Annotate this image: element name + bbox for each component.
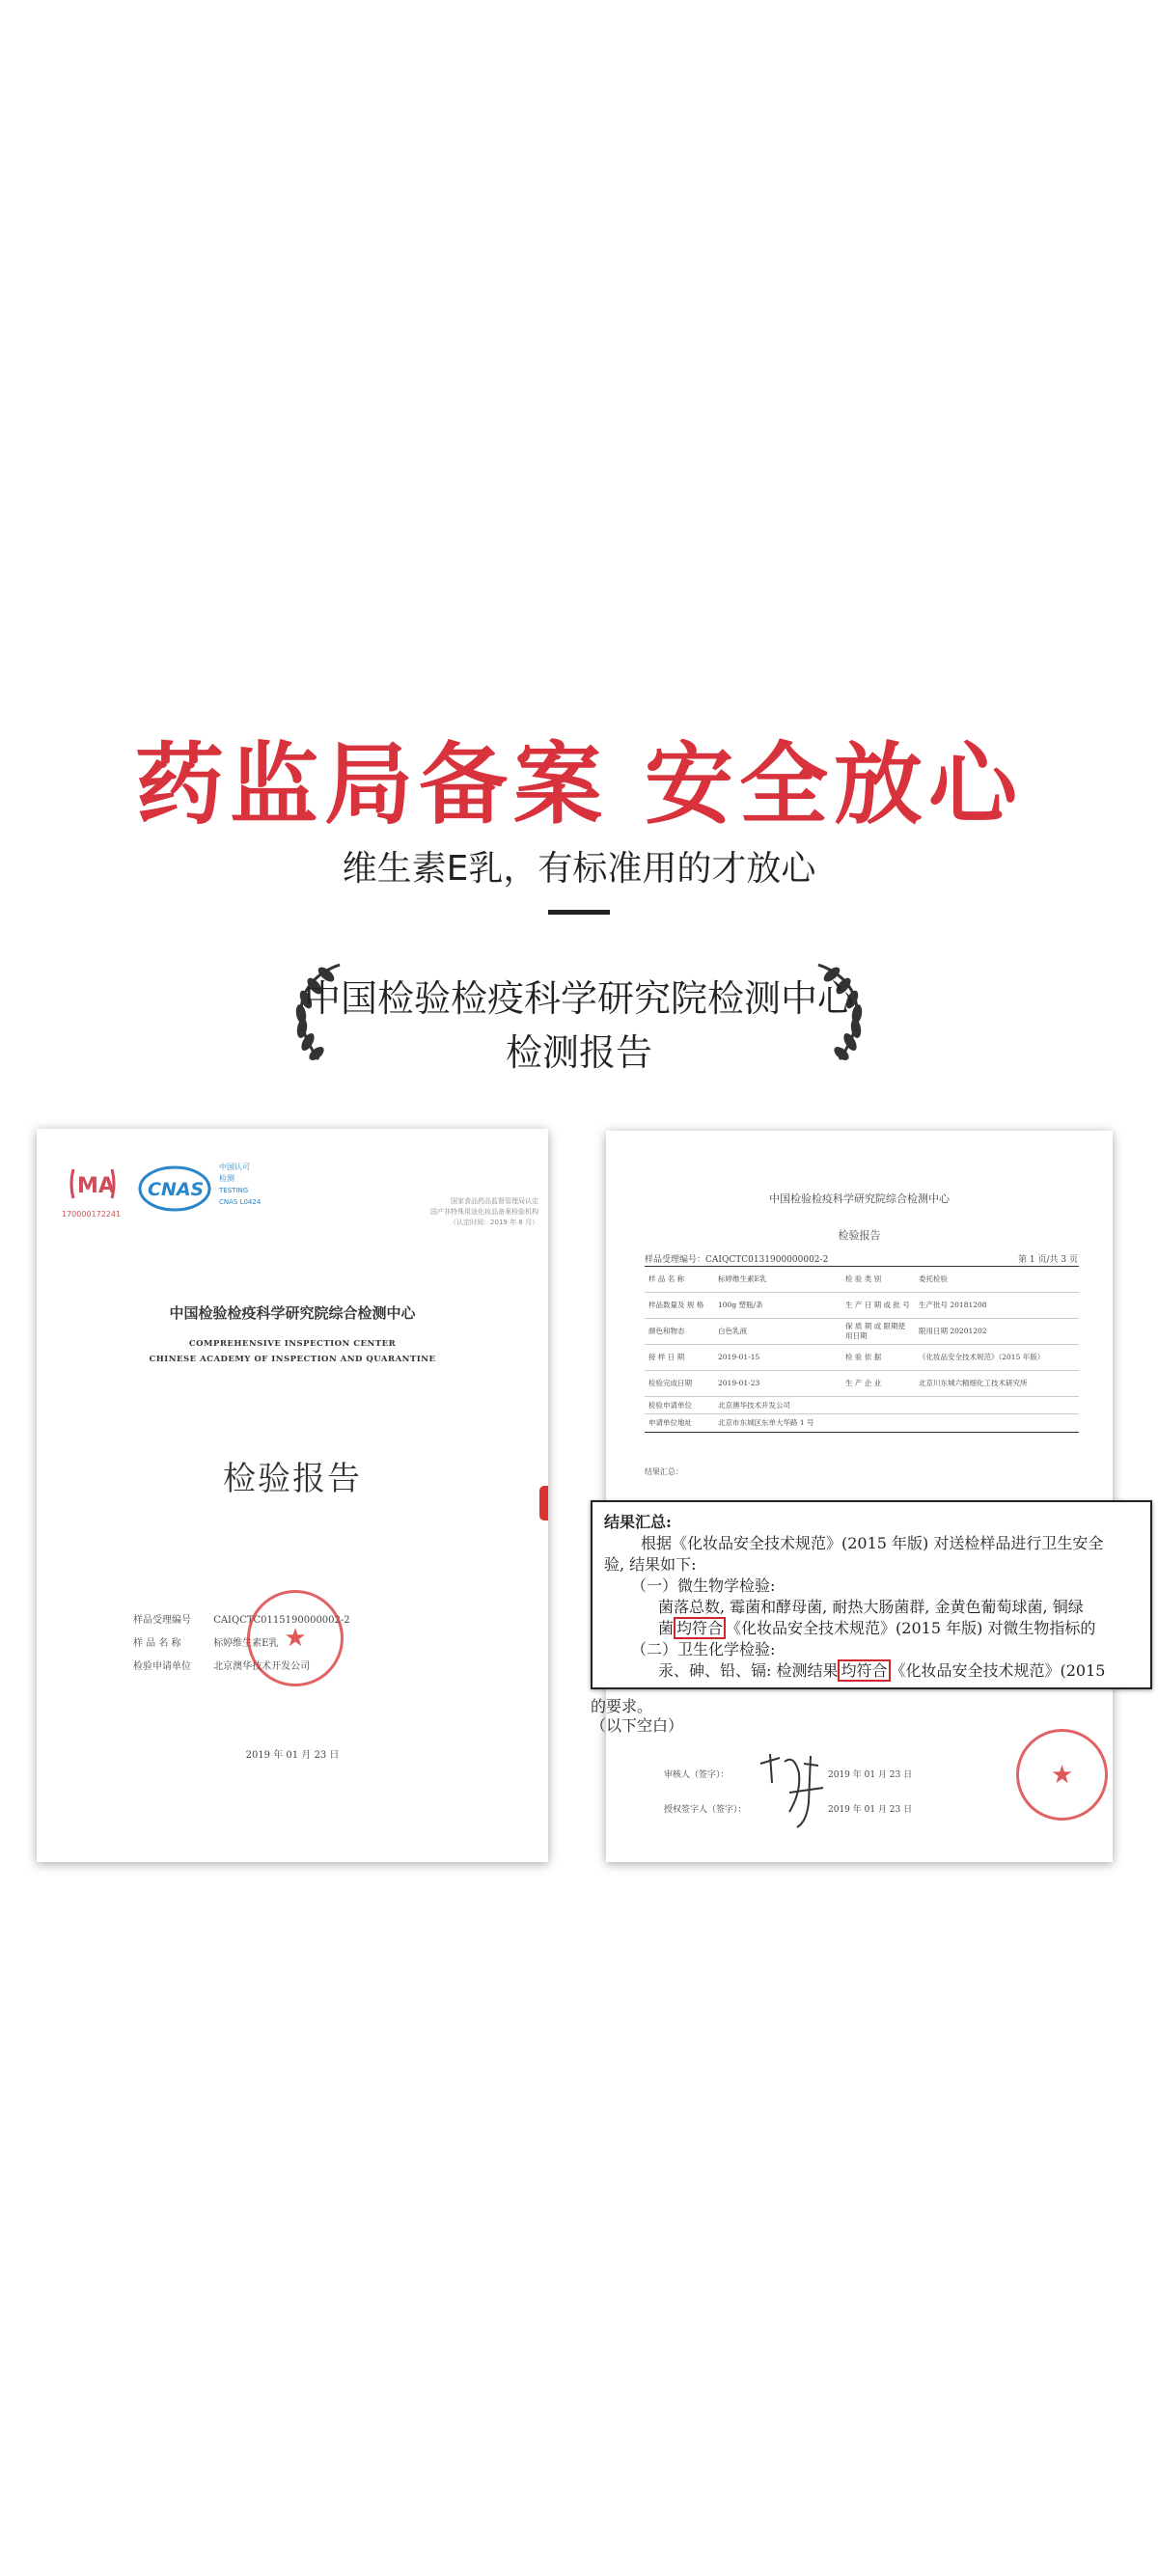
zoom-line: 菌落总数, 霉菌和酵母菌, 耐热大肠菌群, 金黄色葡萄球菌, 铜绿 — [658, 1598, 1084, 1616]
table-row — [645, 1414, 1079, 1432]
table-cell: 生 产 企 业 — [845, 1379, 882, 1387]
table-cell: 生产批号 20181208 — [919, 1301, 987, 1309]
inspection-stamp-icon: ★ — [1016, 1729, 1108, 1821]
table-row — [645, 1371, 1079, 1397]
field-key: 样品受理编号 — [133, 1615, 191, 1626]
table-cell: 生 产 日 期 或 批 号 — [845, 1301, 910, 1309]
section-org: 中国检验检疫科学研究院检测中心 — [303, 977, 854, 1020]
field-key: 样 品 名 称 — [133, 1638, 181, 1649]
zoom-line — [658, 1616, 1095, 1638]
table-cell: 检验完成日期 — [648, 1379, 692, 1387]
approval-line: （认定时间：2019 年 8 月） — [450, 1219, 538, 1226]
cover-title: 检验报告 — [223, 1460, 362, 1498]
detail-summary-label: 结果汇总： — [645, 1467, 683, 1476]
zoom-line — [658, 1658, 1105, 1681]
report-detail-page — [606, 1131, 1113, 1862]
table-cell: 申请单位地址 — [648, 1418, 692, 1427]
field-value: 北京澳华技术开发公司 — [213, 1661, 311, 1672]
field-value: 标婷维生素E乳 — [213, 1638, 279, 1649]
cover-org-cn: 中国检验检疫科学研究院综合检测中心 — [169, 1304, 416, 1322]
signer-date: 2019 年 01 月 23 日 — [828, 1805, 913, 1815]
zoom-line: （二）卫生化学检验: — [631, 1640, 776, 1658]
table-row — [645, 1397, 1079, 1414]
report-cover-page — [37, 1129, 548, 1862]
approval-line: 国家食品药品监督管理局认定 — [451, 1197, 538, 1205]
detail-title: 检验报告 — [838, 1229, 881, 1242]
table-cell: 白色乳液 — [718, 1327, 747, 1335]
table-cell: 北京川东城六精细化工技术研究所 — [919, 1379, 1028, 1387]
reviewer-label: 审核人（签字）： — [664, 1770, 730, 1780]
headline: 药监局备案 安全放心 — [134, 733, 1024, 836]
zoom-text: 菌 — [658, 1619, 675, 1637]
table-cell: 标婷维生素E乳 — [718, 1274, 767, 1283]
approval-line: 国产非特殊用途化妆品备案检验机构 — [430, 1208, 538, 1216]
table-cell: 检验申请单位 — [648, 1400, 692, 1410]
page-edge-mark — [539, 1486, 548, 1521]
table-row — [645, 1319, 1079, 1345]
zoom-line: 的要求。 — [591, 1697, 653, 1715]
zoom-line: （以下空白） — [591, 1716, 684, 1735]
table-cell: 委托检验 — [919, 1274, 948, 1283]
section-title: 检测报告 — [505, 1031, 652, 1074]
zoom-text: 《化妆品安全技术规范》(2015 年版) 对微生物指标的 — [726, 1619, 1096, 1637]
table-cell: 北京澳华技术开发公司 — [718, 1400, 790, 1410]
detail-org: 中国检验检疫科学研究院综合检测中心 — [769, 1192, 950, 1205]
svg-text:检测: 检测 — [219, 1174, 234, 1183]
table-cell: 2019-01-15 — [718, 1353, 760, 1361]
cover-org-en-1: COMPREHENSIVE INSPECTION CENTER — [188, 1339, 397, 1349]
field-key: 检验申请单位 — [133, 1661, 191, 1672]
table-row — [645, 1293, 1079, 1319]
field-value: CAIQCTC0115190000002-2 — [213, 1615, 350, 1626]
svg-text:中国认可: 中国认可 — [219, 1163, 250, 1171]
cover-date: 2019 年 01 月 23 日 — [245, 1750, 340, 1761]
approval-text — [345, 1196, 538, 1228]
table-cell: 保 质 期 或 限期使用日期 — [845, 1322, 906, 1340]
zoom-line: 验, 结果如下: — [604, 1555, 697, 1574]
zoom-heading-text: 结果汇总: — [604, 1513, 672, 1531]
table-cell: 检 验 依 据 — [845, 1353, 882, 1361]
table-cell: 100g 塑瓶/条 — [718, 1301, 763, 1309]
highlight-conforms: 均符合 — [674, 1617, 726, 1639]
table-cell: 检 验 类 别 — [845, 1274, 882, 1283]
zoom-line: （一）微生物学检验: — [631, 1576, 776, 1595]
zoom-heading — [604, 1510, 672, 1532]
cma-logo-icon — [66, 1160, 120, 1208]
zoom-text: 汞、砷、铅、镉: 检测结果 — [658, 1661, 839, 1680]
detail-table — [645, 1266, 1079, 1433]
cnas-logo-icon — [138, 1156, 302, 1214]
table-cell: 北京市东城区东单大华路 1 号 — [718, 1418, 814, 1427]
official-stamp-icon: ★ — [247, 1590, 344, 1686]
table-cell: 2019-01-23 — [718, 1379, 760, 1387]
results-zoom-callout — [591, 1500, 1152, 1689]
table-cell: 样品数量及 规 格 — [648, 1301, 704, 1309]
divider — [548, 910, 610, 915]
detail-accept-no: 样品受理编号：CAIQCTC0131900000002-2 — [645, 1255, 829, 1265]
reviewer-date: 2019 年 01 月 23 日 — [828, 1770, 913, 1780]
signer-label: 授权签字人（签字）： — [664, 1805, 747, 1815]
detail-page-number: 第 1 页/共 3 页 — [1018, 1255, 1078, 1265]
table-cell: 样 品 名 称 — [648, 1274, 685, 1283]
zoom-line: 根据《化妆品安全技术规范》(2015 年版) 对送检样品进行卫生安全 — [641, 1534, 1104, 1552]
svg-text:TESTING: TESTING — [219, 1187, 249, 1194]
table-cell: 颜色和物态 — [648, 1327, 685, 1335]
table-cell: 限用日期 20201202 — [919, 1327, 987, 1335]
svg-text:CNAS: CNAS — [148, 1179, 205, 1200]
table-row — [645, 1345, 1079, 1371]
signature-icon — [751, 1744, 838, 1831]
subheadline: 维生素E乳，有标准用的才放心 — [342, 849, 816, 889]
svg-text:MA: MA — [77, 1174, 115, 1198]
table-cell: 《化妆品安全技术规范》（2015 年版） — [919, 1353, 1045, 1361]
zoom-text: 《化妆品安全技术规范》(2015 — [890, 1661, 1106, 1680]
cover-org-en-2: CHINESE ACADEMY OF INSPECTION AND QUARANTINE — [149, 1355, 436, 1364]
highlight-conforms: 均符合 — [838, 1659, 890, 1682]
cma-number: 170000172241 — [62, 1210, 122, 1219]
table-cell: 接 样 日 期 — [648, 1353, 685, 1361]
svg-text:CNAS L0424: CNAS L0424 — [219, 1198, 262, 1206]
table-row — [645, 1267, 1079, 1293]
